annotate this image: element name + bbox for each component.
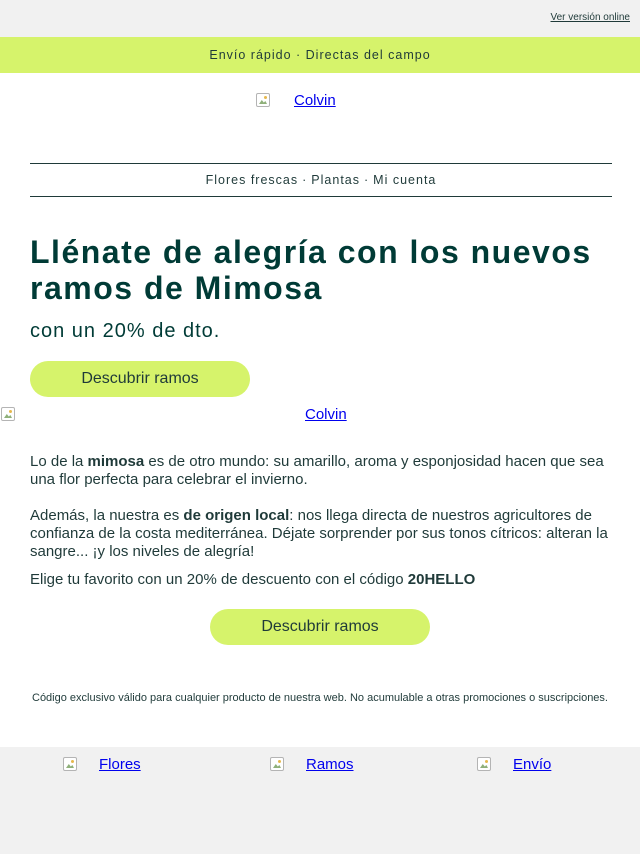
footer-image-alt[interactable]: Ramos	[306, 756, 354, 773]
nav-separator: ·	[302, 173, 308, 187]
broken-image-icon	[256, 93, 270, 107]
paragraph-local-origin	[30, 507, 610, 561]
bold-mimosa: mimosa	[87, 453, 145, 470]
paragraph-discount-code	[30, 571, 610, 589]
logo[interactable]	[256, 93, 336, 109]
text-fragment: Lo de la	[30, 453, 88, 470]
discover-bouquets-button-top[interactable]: Descubrir ramos	[30, 361, 250, 397]
discover-bouquets-button-bottom[interactable]: Descubrir ramos	[210, 609, 430, 645]
logo-alt-text[interactable]: Colvin	[294, 92, 336, 109]
headline: Llénate de alegría con los nuevos ramos de Mimosa	[30, 234, 592, 306]
main-nav	[30, 163, 612, 197]
nav-item-flores-frescas[interactable]: Flores frescas	[205, 173, 299, 187]
promo-banner	[0, 37, 640, 73]
nav-item-plantas[interactable]: Plantas	[311, 173, 360, 187]
broken-image-icon	[270, 757, 284, 771]
paragraph-mimosa	[30, 453, 610, 489]
hero-image[interactable]	[1, 407, 347, 423]
top-bar	[0, 0, 640, 37]
footer-image-ramos[interactable]	[270, 757, 354, 773]
bold-local-origin: de origen local	[183, 507, 290, 524]
text-fragment: es de otro mundo: su amarillo, aroma y esponjosidad hacen que sea una flor perfecta para celebrar el invierno.	[30, 453, 604, 488]
broken-image-icon	[63, 757, 77, 771]
discount-code: 20HELLO	[407, 571, 476, 588]
promo-text: Envío rápido · Directas del campo	[209, 48, 431, 62]
footer-image-flores[interactable]	[63, 757, 141, 773]
text-fragment: : nos llega directa de nuestros agricultores de confianza de la costa mediterránea. Déjate sorprender por sus tonos cítricos: alteran la sangre... ¡y los niveles de alegría!	[30, 507, 608, 560]
broken-image-icon	[1, 407, 15, 421]
fine-print: Código exclusivo válido para cualquier producto de nuestra web. No acumulable a otras promociones o suscripciones.	[32, 692, 608, 704]
footer-image-envio[interactable]	[477, 757, 551, 773]
text-fragment: Elige tu favorito con un 20% de descuento con el código	[30, 571, 408, 588]
hero-image-alt-text[interactable]: Colvin	[305, 406, 347, 423]
view-online-link[interactable]: Ver versión online	[550, 12, 630, 23]
text-fragment: Además, la nuestra es	[30, 507, 184, 524]
footer-image-alt[interactable]: Flores	[99, 756, 141, 773]
footer-image-alt[interactable]: Envío	[513, 756, 552, 773]
subheadline: con un 20% de dto.	[30, 320, 221, 342]
nav-separator: ·	[364, 173, 370, 187]
broken-image-icon	[477, 757, 491, 771]
nav-item-mi-cuenta[interactable]: Mi cuenta	[373, 173, 437, 187]
